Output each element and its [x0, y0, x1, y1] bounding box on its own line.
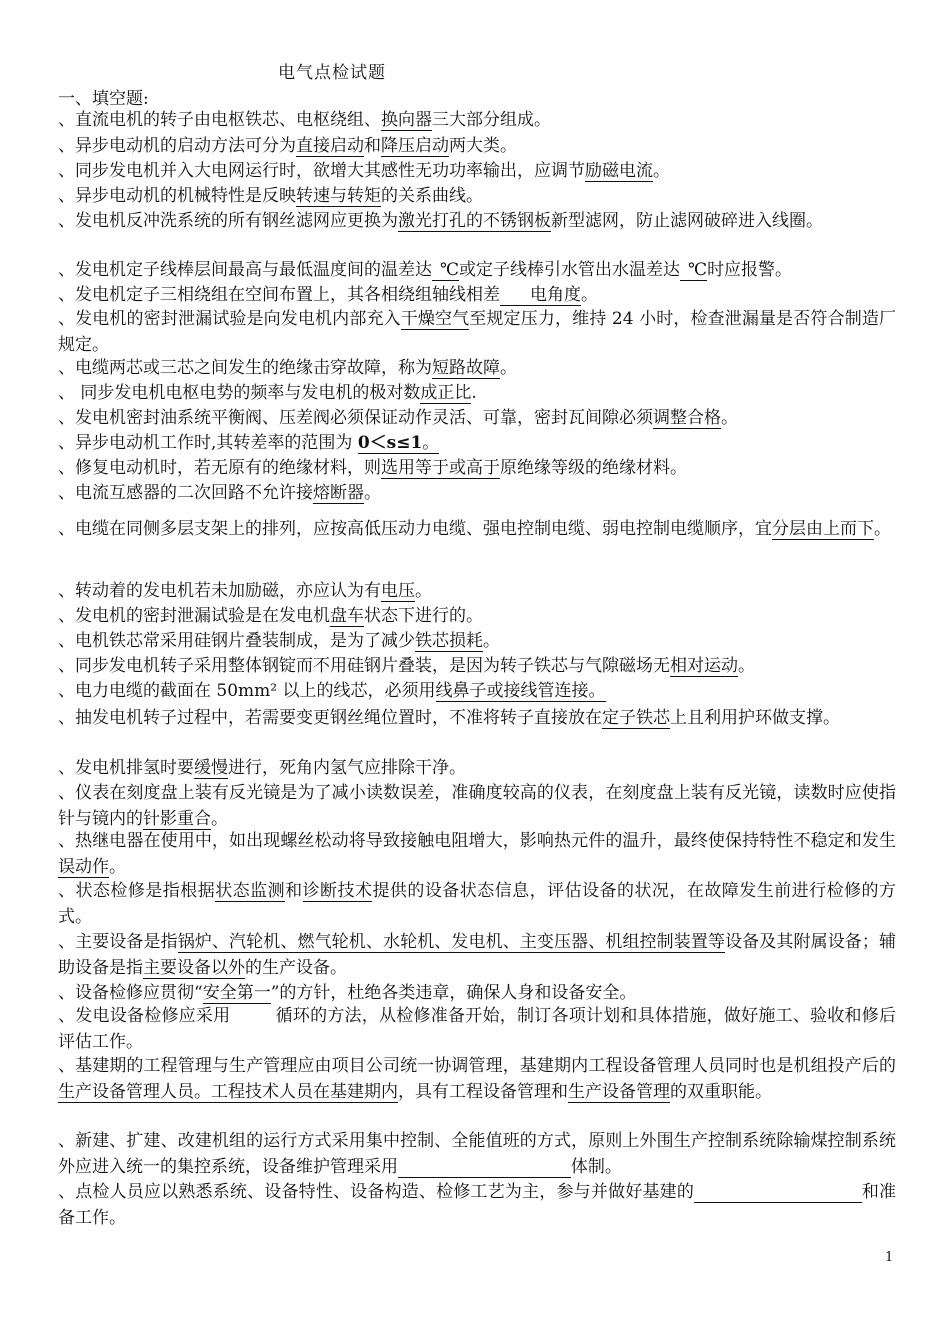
question-5: 、发电机反冲洗系统的所有钢丝滤网应更换为激光打孔的不锈钢板新型滤网，防止滤网破碎进入线圈。 — [58, 211, 823, 231]
page-number: 1 — [885, 1250, 894, 1265]
question-30: 、新建、扩建、改建机组的运行方式采用集中控制、全能值班的方式，原则上外围生产控制系统除输煤控制系统外应进入统一的集控系统，设备维护管理采用 体制。 — [58, 1131, 896, 1177]
question-29: 、基建期的工程管理与生产管理应由项目公司统一协调管理，基建期内工程设备管理人员同时也是机组投产后的生产设备管理人员。工程技术人员在基建期内，具有工程设备管理和生产设备管理的双重职能。 — [58, 1056, 896, 1102]
question-31: 、点检人员应以熟悉系统、设备特性、设备构造、检修工艺为主，参与并做好基建的 和准备工作。 — [58, 1182, 897, 1228]
question-10: 、 同步发电机电枢电势的频率与发电机的极对数成正比. — [58, 383, 477, 403]
page-title: 电气点检试题 — [278, 63, 386, 83]
section-heading: 一、填空题: — [58, 89, 149, 109]
question-14: 、电流互感器的二次回路不允许接熔断器。 — [58, 483, 381, 503]
question-6: 、发电机定子线棒层间最高与最低温度间的温差达 ℃或定子线棒引水管出水温差达 ℃时应报警。 — [58, 260, 793, 280]
question-19: 、同步发电机转子采用整体钢锭而不用硅钢片叠装，是因为转子铁芯与气隙磁场无相对运动。 — [58, 656, 755, 676]
question-26: 、主要设备是指锅炉、汽轮机、燃气轮机、水轮机、发电机、主变压器、机组控制装置等设备及其附属设备；辅助设备是指主要设备以外的生产设备。 — [58, 932, 897, 978]
question-22: 、发电机排氢时要缓慢进行，死角内氢气应排除干净。 — [58, 758, 466, 778]
question-16: 、转动着的发电机若未加励磁，亦应认为有电压。 — [58, 581, 432, 601]
question-15: 、电缆在同侧多层支架上的排列，应按高低压动力电缆、强电控制电缆、弱电控制电缆顺序，宜分层由上而下。 — [58, 519, 891, 539]
question-8: 、发电机的密封泄漏试验是向发电机内部充入干燥空气至规定压力，维持 24 小时，检查泄漏量是否符合制造厂规定。 — [58, 309, 896, 355]
question-21: 、抽发电机转子过程中，若需要变更钢丝绳位置时，不准将转子直接放在定子铁芯上且利用护环做支撑。 — [58, 708, 840, 728]
question-28: 、发电设备检修应采用 循环的方法，从检修准备开始，制订各项计划和具体措施，做好施工、验收和修后评估工作。 — [58, 1006, 897, 1052]
question-7: 、发电机定子三相绕组在空间布置上，其各相绕组轴线相差 电角度。 — [58, 285, 598, 305]
question-9: 、电缆两芯或三芯之间发生的绝缘击穿故障，称为短路故障。 — [58, 358, 517, 378]
question-25: 、状态检修是指根据状态监测和诊断技术提供的设备状态信息，评估设备的状况，在故障发生前进行检修的方式。 — [58, 881, 897, 927]
question-2: 、异步电动机的启动方法可分为直接启动和降压启动两大类。 — [58, 136, 517, 156]
question-24: 、热继电器在使用中，如出现螺丝松动将导致接触电阻增大，影响热元件的温升，最终使保持特性不稳定和发生误动作。 — [58, 831, 896, 877]
question-4: 、异步电动机的机械特性是反映转速与转矩的关系曲线。 — [58, 186, 483, 206]
question-23: 、仪表在刻度盘上装有反光镜是为了减小读数误差，准确度较高的仪表，在刻度盘上装有反光镜，读数时应使指针与镜内的针影重合。 — [58, 783, 896, 829]
question-11: 、发电机密封油系统平衡阀、压差阀必须保证动作灵活、可靠，密封瓦间隙必须调整合格。 — [58, 408, 738, 428]
question-27: 、设备检修应贯彻“安全第一”的方针，杜绝各类违章，确保人身和设备安全。 — [58, 983, 637, 1003]
question-20: 、电力电缆的截面在 50mm² 以上的线芯，必须用线鼻子或接线管连接。 — [58, 681, 606, 701]
question-1: 、直流电机的转子由电枢铁芯、电枢绕组、换向器三大部分组成。 — [58, 110, 551, 130]
question-13: 、修复电动机时，若无原有的绝缘材料，则选用等于或高于原绝缘等级的绝缘材料。 — [58, 458, 687, 478]
question-12: 、异步电动机工作时,其转差率的范围为 0＜s≤1。 — [58, 433, 440, 453]
question-18: 、电机铁芯常采用硅钢片叠装制成，是为了减少铁芯损耗。 — [58, 631, 500, 651]
question-3: 、同步发电机并入大电网运行时，欲增大其感性无功功率输出，应调节励磁电流。 — [58, 161, 670, 181]
question-17: 、发电机的密封泄漏试验是在发电机盘车状态下进行的。 — [58, 606, 483, 626]
